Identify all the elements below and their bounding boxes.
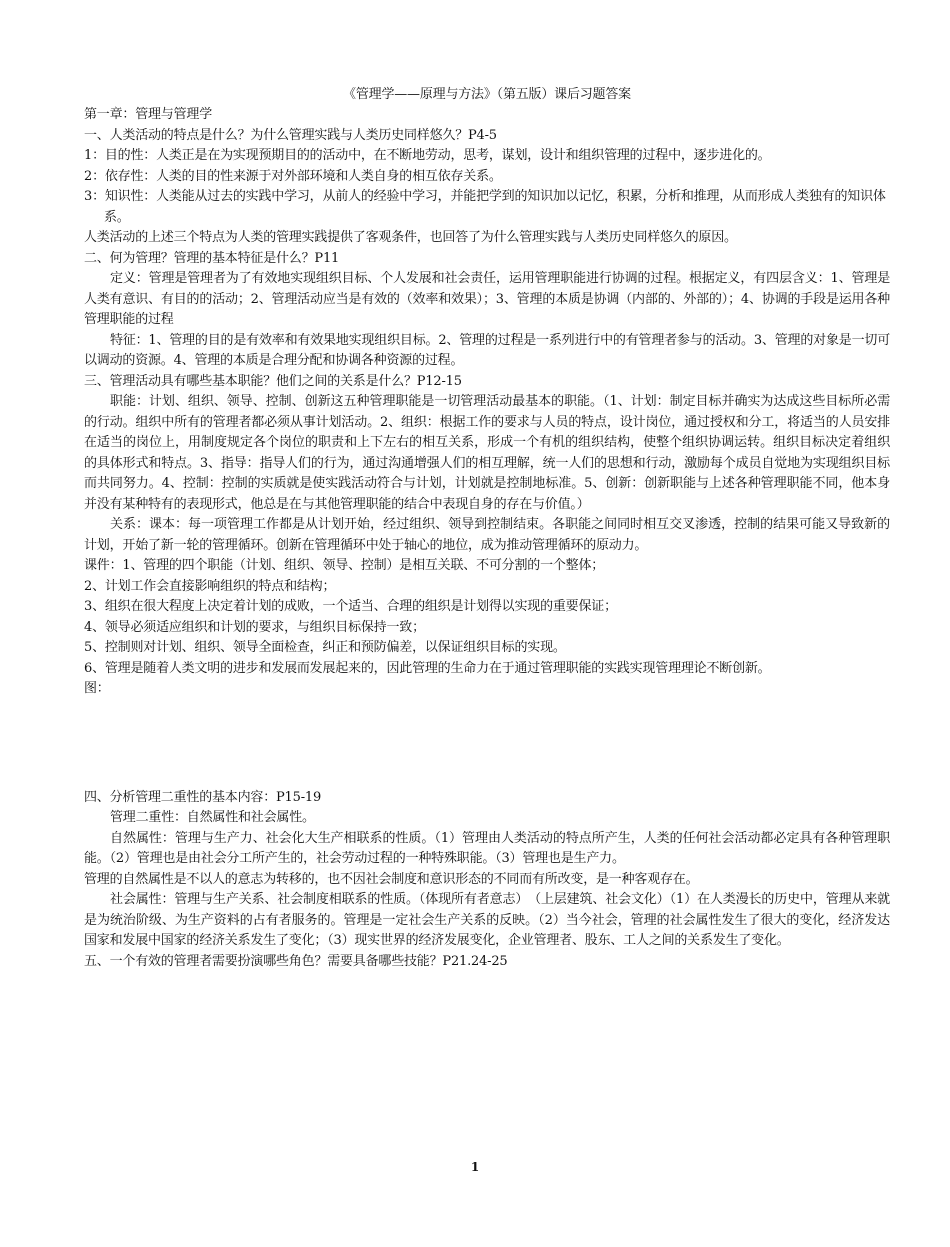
document-title: 《管理学——原理与方法》（第五版）课后习题答案	[343, 87, 631, 102]
chapter-heading: 第一章：管理与管理学	[84, 107, 213, 122]
q4-duality: 管理二重性：自然属性和社会属性。	[110, 810, 315, 825]
q3-functions: 职能：计划、组织、领导、控制、创新这五种管理职能是一切管理活动最基本的职能。（1、计划：制定目标并确实为达成这些目标所必需的行动。组织中所有的管理者都必须从事计划活动。2、组织：根据工作的要求与人员的特点，设计岗位，通过授权和分工，将适当的人员安排在适当的岗位上，用制度规定各个岗位的职责和上下左右的相互关系，形成一个有机的组织结构，使整个组织协调运转。组织目标决定着组织的具体形式和特点。3、指导：指导人们的行为，通过沟通增强人们的相互理解，统一人们的思想和行动，激励每个成员自觉地为实现组织目标而共同努力。4、控制：控制的实质就是使实践活动符合与计划，计划就是控制地标准。5、创新：创新职能与上述各种管理职能不同，他本身并没有某种特有的表现形式，他总是在与其他管理职能的结合中表现自身的存在与价值。）	[84, 394, 890, 512]
figure-label: 图：	[84, 681, 110, 696]
q3-courseware-3: 3、组织在很大程度上决定着计划的成败，一个适当、合理的组织是计划得以实现的重要保证；	[84, 599, 617, 614]
document-page	[84, 84, 890, 972]
q3-courseware-4: 4、领导必须适应组织和计划的要求，与组织目标保持一致；	[84, 619, 425, 635]
q3-courseware-1: 课件：1、管理的四个职能（计划、组织、领导、控制）是相互关联、不可分割的一个整体；	[84, 558, 605, 573]
q3-courseware-2: 2、计划工作会直接影响组织的特点和结构；	[84, 578, 336, 594]
question-5-heading: 五、一个有效的管理者需要扮演哪些角色？需要具备哪些技能？P21.24-25	[84, 953, 508, 969]
q3-courseware-6: 6、管理是随着人类文明的进步和发展而发展起来的，因此管理的生命力在于通过管理职能的实践实现管理理论不断创新。	[84, 660, 771, 676]
q2-features: 特征：1、管理的目的是有效率和有效果地实现组织目标。2、管理的过程是一系列进行中的有管理者参与的活动。3、管理的对象是一切可以调动的资源。4、管理的本质是合理分配和协调各种资源的过程。	[84, 332, 890, 368]
figure-placeholder	[84, 700, 890, 788]
page-number: 1	[470, 1160, 480, 1174]
q3-relation: 关系：课本：每一项管理工作都是从计划开始，经过组织、领导到控制结束。各职能之间同时相互交叉渗透，控制的结果可能又导致新的计划，开始了新一轮的管理循环。创新在管理循环中处于轴心的地位，成为推动管理循环的原动力。	[84, 517, 890, 553]
q2-definition: 定义：管理是管理者为了有效地实现组织目标、个人发展和社会责任，运用管理职能进行协调的过程。根据定义，有四层含义：1、管理是人类有意识、有目的的活动；2、管理活动应当是有效的（效率和效果）；3、管理的本质是协调（内部的、外部的）；4、协调的手段是运用各种管理职能的过程	[84, 271, 890, 327]
q4-social-attribute: 社会属性：管理与生产关系、社会制度相联系的性质。（体现所有者意志） （上层建筑、社会文化）（1）在人类漫长的历史中，管理从来就是为统治阶级、为生产资料的占有者服务的。管理是一定社会生产关系的反映。（2）当今社会，管理的社会属性发生了很大的变化，经济发达国家和发展中国家的经济关系发生了变化；（3）现实世界的经济发展变化，企业管理者、股东、工人之间的关系发生了变化。	[84, 892, 890, 948]
q4-natural-attribute: 自然属性：管理与生产力、社会化大生产相联系的性质。（1）管理由人类活动的特点所产生，人类的任何社会活动都必定具有各种管理职能。（2）管理也是由社会分工所产生的，社会劳动过程的一种特殊职能。（3）管理也是生产力。	[84, 830, 890, 866]
question-2-heading: 二、何为管理？管理的基本特征是什么？P11	[84, 250, 340, 266]
q3-courseware-5: 5、控制则对计划、组织、领导全面检查，纠正和预防偏差，以保证组织目标的实现。	[84, 640, 566, 655]
q1-item-1: 1：目的性：人类正是在为实现预期目的的活动中，在不断地劳动，思考，谋划，设计和组织管理的过程中，逐步进化的。	[84, 148, 771, 163]
q1-summary: 人类活动的上述三个特点为人类的管理实践提供了客观条件，也回答了为什么管理实践与人类历史同样悠久的原因。	[84, 230, 737, 245]
q4-natural-note: 管理的自然属性是不以人的意志为转移的，也不因社会制度和意识形态的不同而有所改变，是一种客观存在。	[84, 871, 699, 887]
question-1-heading: 一、人类活动的特点是什么？为什么管理实践与人类历史同样悠久？P4-5	[84, 127, 497, 143]
question-3-heading: 三、管理活动具有哪些基本职能？他们之间的关系是什么？P12-15	[84, 373, 462, 389]
question-4-heading: 四、分析管理二重性的基本内容：P15-19	[84, 789, 322, 805]
q1-item-3: 3：知识性：人类能从过去的实践中学习，从前人的经验中学习，并能把学到的知识加以记忆，积累，分析和推理，从而形成人类独有的知识体系。	[84, 189, 886, 225]
q1-item-2: 2：依存性：人类的目的性来源于对外部环境和人类自身的相互依存关系。	[84, 168, 502, 184]
